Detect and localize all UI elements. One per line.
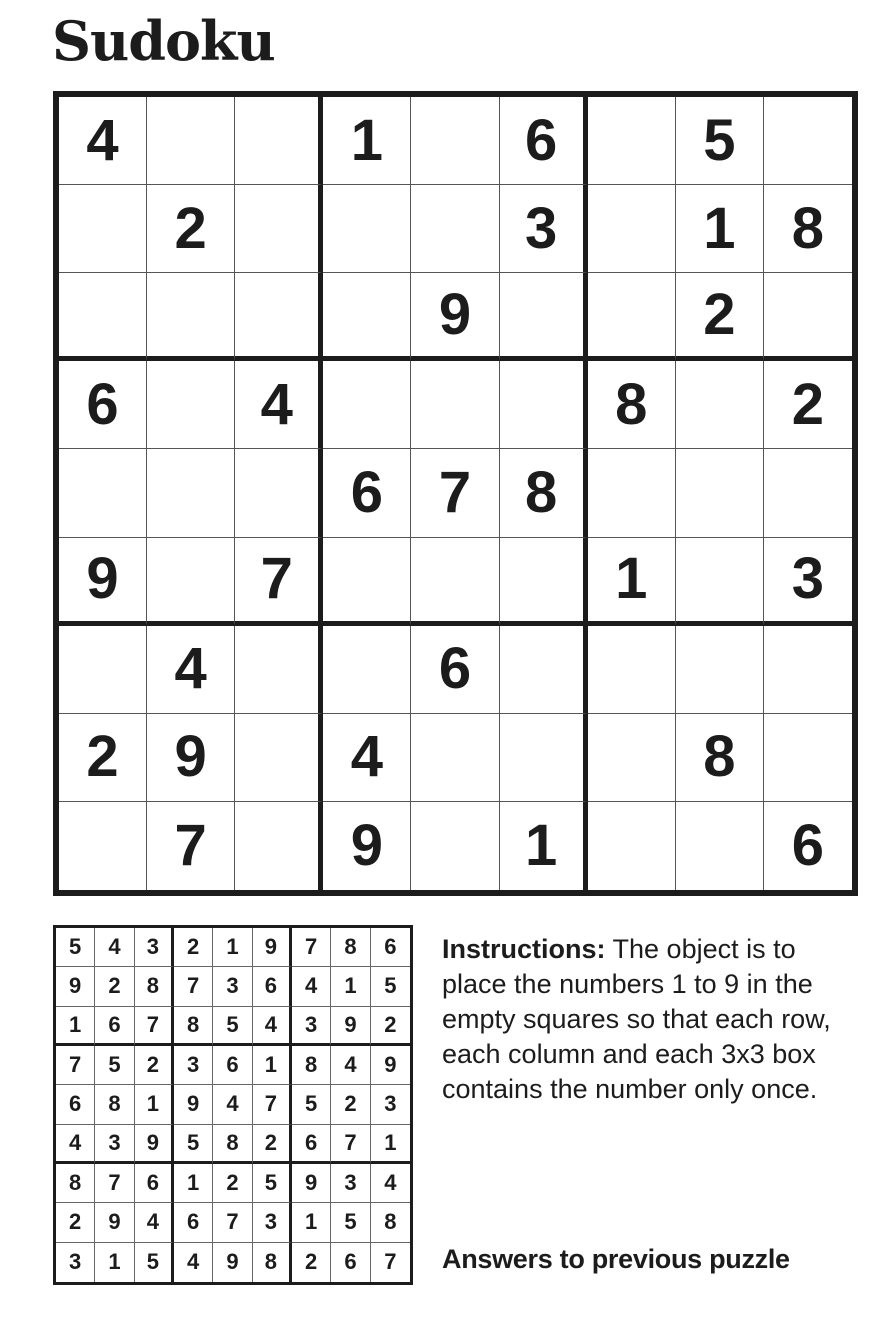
answer-cell-r2c8: 1 xyxy=(331,967,370,1006)
answer-cell-r6c6: 2 xyxy=(253,1125,292,1164)
answer-cell-r5c7: 5 xyxy=(292,1085,331,1124)
puzzle-cell-r3c8: 2 xyxy=(676,273,764,361)
answer-cell-r7c3: 6 xyxy=(135,1164,174,1203)
puzzle-cell-r7c8[interactable] xyxy=(676,626,764,714)
puzzle-cell-r4c9: 2 xyxy=(764,361,852,449)
answer-cell-r3c6: 4 xyxy=(253,1007,292,1046)
puzzle-cell-r2c2: 2 xyxy=(147,185,235,273)
puzzle-cell-r9c5[interactable] xyxy=(411,802,499,890)
puzzle-cell-r1c2[interactable] xyxy=(147,97,235,185)
puzzle-cell-r4c8[interactable] xyxy=(676,361,764,449)
answer-cell-r1c3: 3 xyxy=(135,928,174,967)
puzzle-cell-r1c6: 6 xyxy=(500,97,588,185)
answer-cell-r5c8: 2 xyxy=(331,1085,370,1124)
puzzle-cell-r1c5[interactable] xyxy=(411,97,499,185)
answer-cell-r7c7: 9 xyxy=(292,1164,331,1203)
answer-cell-r9c7: 2 xyxy=(292,1243,331,1282)
sudoku-puzzle-grid xyxy=(53,91,858,896)
answer-cell-r8c2: 9 xyxy=(95,1203,134,1242)
answer-cell-r9c1: 3 xyxy=(56,1243,95,1282)
puzzle-cell-r7c5: 6 xyxy=(411,626,499,714)
answer-cell-r3c5: 5 xyxy=(213,1007,252,1046)
answer-cell-r1c9: 6 xyxy=(371,928,410,967)
answer-cell-r5c2: 8 xyxy=(95,1085,134,1124)
puzzle-cell-r2c5[interactable] xyxy=(411,185,499,273)
puzzle-cell-r5c5: 7 xyxy=(411,449,499,537)
answer-cell-r1c5: 1 xyxy=(213,928,252,967)
answer-cell-r4c4: 3 xyxy=(174,1046,213,1085)
puzzle-cell-r8c7[interactable] xyxy=(588,714,676,802)
puzzle-cell-r2c4[interactable] xyxy=(323,185,411,273)
puzzle-cell-r6c6[interactable] xyxy=(500,538,588,626)
answer-cell-r1c1: 5 xyxy=(56,928,95,967)
answer-cell-r9c4: 4 xyxy=(174,1243,213,1282)
answer-cell-r5c4: 9 xyxy=(174,1085,213,1124)
answer-cell-r9c5: 9 xyxy=(213,1243,252,1282)
answer-cell-r3c4: 8 xyxy=(174,1007,213,1046)
puzzle-cell-r4c6[interactable] xyxy=(500,361,588,449)
puzzle-cell-r7c9[interactable] xyxy=(764,626,852,714)
answer-cell-r6c5: 8 xyxy=(213,1125,252,1164)
answer-cell-r8c8: 5 xyxy=(331,1203,370,1242)
puzzle-cell-r7c1[interactable] xyxy=(59,626,147,714)
puzzle-cell-r2c8: 1 xyxy=(676,185,764,273)
answer-cell-r6c8: 7 xyxy=(331,1125,370,1164)
puzzle-cell-r5c6: 8 xyxy=(500,449,588,537)
puzzle-cell-r2c9: 8 xyxy=(764,185,852,273)
puzzle-cell-r1c7[interactable] xyxy=(588,97,676,185)
answer-cell-r4c8: 4 xyxy=(331,1046,370,1085)
answer-cell-r4c9: 9 xyxy=(371,1046,410,1085)
answer-cell-r2c1: 9 xyxy=(56,967,95,1006)
puzzle-cell-r6c7: 1 xyxy=(588,538,676,626)
puzzle-cell-r6c3: 7 xyxy=(235,538,323,626)
puzzle-cell-r8c6[interactable] xyxy=(500,714,588,802)
answer-cell-r2c9: 5 xyxy=(371,967,410,1006)
puzzle-cell-r3c6[interactable] xyxy=(500,273,588,361)
answer-cell-r6c3: 9 xyxy=(135,1125,174,1164)
answer-cell-r1c4: 2 xyxy=(174,928,213,967)
puzzle-cell-r3c5: 9 xyxy=(411,273,499,361)
answer-cell-r5c5: 4 xyxy=(213,1085,252,1124)
puzzle-cell-r1c1: 4 xyxy=(59,97,147,185)
answer-cell-r5c9: 3 xyxy=(371,1085,410,1124)
answer-cell-r2c6: 6 xyxy=(253,967,292,1006)
answer-cell-r1c8: 8 xyxy=(331,928,370,967)
answer-cell-r3c3: 7 xyxy=(135,1007,174,1046)
answer-cell-r5c1: 6 xyxy=(56,1085,95,1124)
answer-cell-r9c2: 1 xyxy=(95,1243,134,1282)
answer-cell-r1c2: 4 xyxy=(95,928,134,967)
puzzle-cell-r4c2[interactable] xyxy=(147,361,235,449)
puzzle-cell-r6c8[interactable] xyxy=(676,538,764,626)
answer-cell-r7c1: 8 xyxy=(56,1164,95,1203)
puzzle-cell-r1c3[interactable] xyxy=(235,97,323,185)
answer-cell-r9c8: 6 xyxy=(331,1243,370,1282)
puzzle-cell-r2c1[interactable] xyxy=(59,185,147,273)
puzzle-cell-r4c1: 6 xyxy=(59,361,147,449)
answer-cell-r7c5: 2 xyxy=(213,1164,252,1203)
puzzle-cell-r9c1[interactable] xyxy=(59,802,147,890)
answer-cell-r9c9: 7 xyxy=(384,1249,397,1275)
answer-cell-r8c1: 2 xyxy=(56,1203,95,1242)
answer-cell-r8c7: 1 xyxy=(292,1203,331,1242)
answer-cell-r6c1: 4 xyxy=(56,1125,95,1164)
puzzle-cell-r1c8: 5 xyxy=(676,97,764,185)
answer-cell-r8c3: 4 xyxy=(135,1203,174,1242)
instructions xyxy=(442,932,837,1107)
puzzle-cell-r1c9[interactable] xyxy=(764,97,852,185)
answer-cell-r2c3: 8 xyxy=(135,967,174,1006)
answer-cell-r8c9: 8 xyxy=(371,1203,410,1242)
puzzle-cell-r2c3[interactable] xyxy=(235,185,323,273)
answer-cell-r6c4: 5 xyxy=(174,1125,213,1164)
puzzle-cell-r4c7: 8 xyxy=(588,361,676,449)
puzzle-cell-r4c4[interactable] xyxy=(323,361,411,449)
answer-cell-r7c8: 3 xyxy=(331,1164,370,1203)
puzzle-cell-r5c9[interactable] xyxy=(764,449,852,537)
answer-cell-r8c6: 3 xyxy=(253,1203,292,1242)
answer-cell-r9c3: 5 xyxy=(135,1243,174,1282)
instructions-label: Instructions: xyxy=(442,934,606,964)
puzzle-cell-r9c9: 6 xyxy=(791,812,825,878)
puzzle-cell-r5c2[interactable] xyxy=(147,449,235,537)
answer-cell-r3c9: 2 xyxy=(371,1007,410,1046)
puzzle-cell-r4c3: 4 xyxy=(235,361,323,449)
answer-cell-r2c7: 4 xyxy=(292,967,331,1006)
puzzle-cell-r9c2: 7 xyxy=(147,802,235,890)
puzzle-cell-r6c5[interactable] xyxy=(411,538,499,626)
answer-grid xyxy=(53,925,413,1285)
answer-cell-r6c9: 1 xyxy=(371,1125,410,1164)
answer-cell-r8c5: 7 xyxy=(213,1203,252,1242)
answer-cell-r4c5: 6 xyxy=(213,1046,252,1085)
answers-caption: Answers to previous puzzle xyxy=(442,1244,790,1274)
answer-cell-r3c8: 9 xyxy=(331,1007,370,1046)
answer-cell-r7c4: 1 xyxy=(174,1164,213,1203)
answer-cell-r1c6: 9 xyxy=(253,928,292,967)
answer-cell-r9c6: 8 xyxy=(253,1243,292,1282)
puzzle-cell-r2c6: 3 xyxy=(500,185,588,273)
answer-cell-r4c1: 7 xyxy=(56,1046,95,1085)
instructions-text: The object is to place the numbers 1 to 9 in the empty squares so that each row, each column and each 3x3 box contains the number only once. xyxy=(442,934,831,1104)
puzzle-cell-r6c2[interactable] xyxy=(147,538,235,626)
puzzle-cell-r7c3[interactable] xyxy=(235,626,323,714)
puzzle-cell-r7c4[interactable] xyxy=(323,626,411,714)
puzzle-cell-r3c2[interactable] xyxy=(147,273,235,361)
puzzle-cell-r8c1: 2 xyxy=(59,714,147,802)
answer-cell-r3c1: 1 xyxy=(56,1007,95,1046)
answer-cell-r3c7: 3 xyxy=(292,1007,331,1046)
puzzle-cell-r9c4: 9 xyxy=(323,802,411,890)
puzzle-cell-r5c1[interactable] xyxy=(59,449,147,537)
answer-cell-r4c2: 5 xyxy=(95,1046,134,1085)
puzzle-cell-r5c7[interactable] xyxy=(588,449,676,537)
page-title: Sudoku xyxy=(52,9,275,73)
puzzle-cell-r8c5[interactable] xyxy=(411,714,499,802)
puzzle-cell-r5c3[interactable] xyxy=(235,449,323,537)
answer-cell-r5c3: 1 xyxy=(135,1085,174,1124)
answer-cell-r5c6: 7 xyxy=(253,1085,292,1124)
puzzle-cell-r6c9: 3 xyxy=(764,538,852,626)
puzzle-cell-r3c4[interactable] xyxy=(323,273,411,361)
puzzle-cell-r3c9[interactable] xyxy=(764,273,852,361)
puzzle-cell-r7c2: 4 xyxy=(147,626,235,714)
answer-cell-r3c2: 6 xyxy=(95,1007,134,1046)
puzzle-cell-r9c8[interactable] xyxy=(676,802,764,890)
puzzle-cell-r2c7[interactable] xyxy=(588,185,676,273)
answer-cell-r6c7: 6 xyxy=(292,1125,331,1164)
puzzle-cell-r8c4: 4 xyxy=(323,714,411,802)
puzzle-cell-r7c7[interactable] xyxy=(588,626,676,714)
answer-cell-r2c4: 7 xyxy=(174,967,213,1006)
answer-cell-r2c2: 2 xyxy=(95,967,134,1006)
answer-cell-r7c2: 7 xyxy=(95,1164,134,1203)
puzzle-cell-r3c7[interactable] xyxy=(588,273,676,361)
puzzle-cell-r4c5[interactable] xyxy=(411,361,499,449)
puzzle-cell-r5c4: 6 xyxy=(323,449,411,537)
answer-cell-r4c7: 8 xyxy=(292,1046,331,1085)
puzzle-cell-r9c6: 1 xyxy=(500,802,588,890)
puzzle-cell-r9c7[interactable] xyxy=(588,802,676,890)
puzzle-cell-r6c1: 9 xyxy=(59,538,147,626)
answer-cell-r7c9: 4 xyxy=(371,1164,410,1203)
answer-cell-r4c3: 2 xyxy=(135,1046,174,1085)
puzzle-cell-r3c3[interactable] xyxy=(235,273,323,361)
puzzle-cell-r8c3[interactable] xyxy=(235,714,323,802)
answer-cell-r8c4: 6 xyxy=(174,1203,213,1242)
puzzle-cell-r8c9[interactable] xyxy=(764,714,852,802)
puzzle-cell-r9c3[interactable] xyxy=(235,802,323,890)
answer-cell-r1c7: 7 xyxy=(292,928,331,967)
puzzle-cell-r3c1[interactable] xyxy=(59,273,147,361)
puzzle-cell-r7c6[interactable] xyxy=(500,626,588,714)
answer-cell-r6c2: 3 xyxy=(95,1125,134,1164)
puzzle-cell-r6c4[interactable] xyxy=(323,538,411,626)
puzzle-cell-r8c2: 9 xyxy=(147,714,235,802)
puzzle-cell-r8c8: 8 xyxy=(676,714,764,802)
answer-cell-r4c6: 1 xyxy=(253,1046,292,1085)
answer-cell-r7c6: 5 xyxy=(253,1164,292,1203)
puzzle-cell-r5c8[interactable] xyxy=(676,449,764,537)
answer-cell-r2c5: 3 xyxy=(213,967,252,1006)
puzzle-cell-r1c4: 1 xyxy=(323,97,411,185)
